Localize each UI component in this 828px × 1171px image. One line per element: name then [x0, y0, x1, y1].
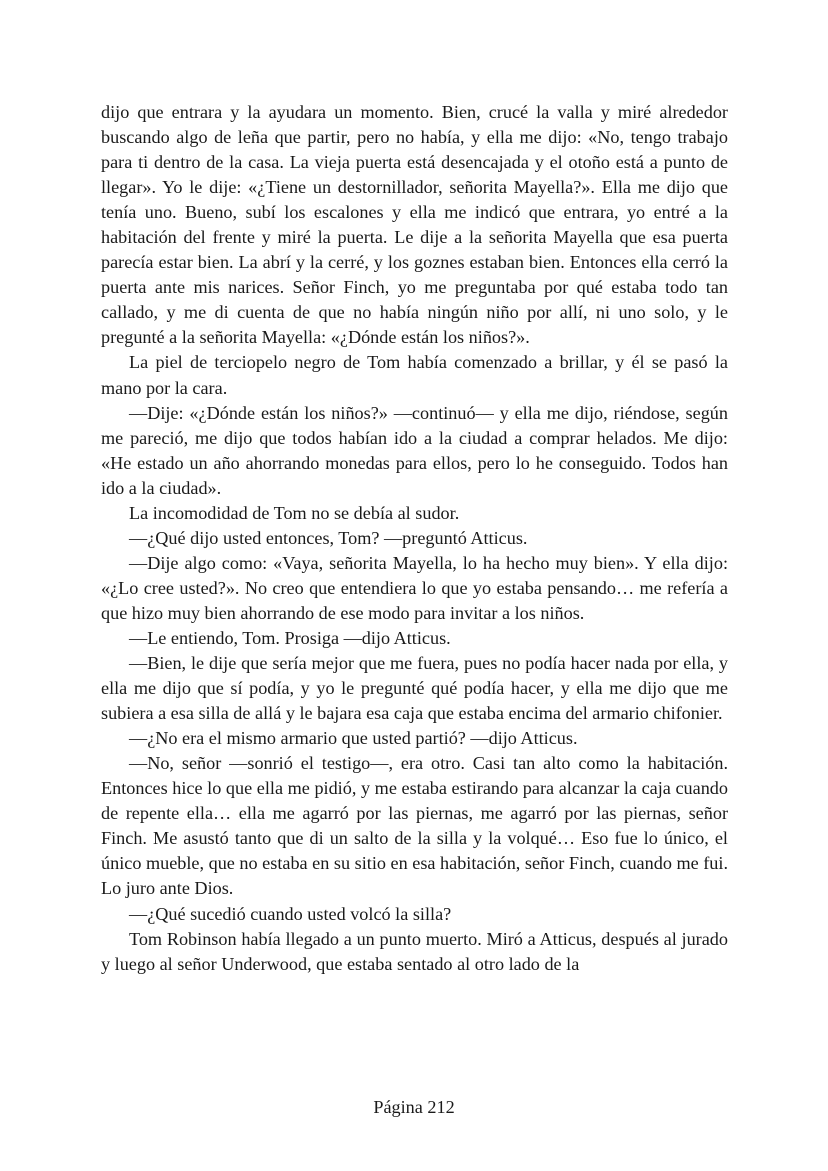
- paragraph: dijo que entrara y la ayudara un momento. Bien, crucé la valla y miré alrededor buscando algo de leña que partir, pero no había, y ella me dijo: «No, tengo trabajo para ti dentro de la casa. La vieja puerta está desencajada y el otoño está a punto de llegar». Yo le dije: «¿Tiene un destornillador, señorita Mayella?». Ella me dijo que tenía uno. Bueno, subí los escalones y ella me indicó que entrara, yo entré a la habitación del frente y miré la puerta. Le dije a la señorita Mayella que esa puerta parecía estar bien. La abrí y la cerré, y los goznes estaban bien. Entonces ella cerró la puerta ante mis narices. Señor Finch, yo me preguntaba por qué estaba todo tan callado, y me di cuenta de que no había ningún niño por allí, ni uno solo, y le pregunté a la señorita Mayella: «¿Dónde están los niños?».: [101, 102, 728, 348]
- paragraph: —No, señor —sonrió el testigo—, era otro. Casi tan alto como la habitación. Entonces hice lo que ella me pidió, y me estaba estirando para alcanzar la caja cuando de repente ella… ella me agarró por las piernas, me agarró por las piernas, señor Finch. Me asustó tanto que di un salto de la silla y la volqué… Eso fue lo único, el único mueble, que no estaba en su sitio en esa habitación, señor Finch, cuando me fui. Lo juro ante Dios.: [101, 753, 728, 899]
- paragraph: —Le entiendo, Tom. Prosiga —dijo Atticus.: [129, 627, 451, 648]
- paragraph: —¿No era el mismo armario que usted partió? —dijo Atticus.: [129, 728, 578, 749]
- page-number: Página 212: [373, 1097, 455, 1117]
- paragraph: —Bien, le dije que sería mejor que me fuera, pues no podía hacer nada por ella, y ella me dijo que sí podía, y yo le pregunté qué podía hacer, y ella me dijo que me subiera a esa silla de allá y le bajara esa caja que estaba encima del armario chifonier.: [101, 653, 728, 724]
- paragraph: Tom Robinson había llegado a un punto muerto. Miró a Atticus, después al jurado y luego al señor Underwood, que estaba sentado al otro lado de la: [101, 928, 728, 974]
- paragraph: —Dije: «¿Dónde están los niños?» —continuó— y ella me dijo, riéndose, según me pareció, me dijo que todos habían ido a la ciudad a comprar helados. Me dijo: «He estado un año ahorrando monedas para ellos, pero lo he conseguido. Todos han ido a la ciudad».: [101, 402, 728, 498]
- paragraph: —¿Qué dijo usted entonces, Tom? —preguntó Atticus.: [129, 527, 528, 548]
- page-body: [101, 100, 728, 977]
- paragraph: La piel de terciopelo negro de Tom había comenzado a brillar, y él se pasó la mano por la cara.: [101, 352, 728, 398]
- paragraph: —Dije algo como: «Vaya, señorita Mayella, lo ha hecho muy bien». Y ella dijo: «¿Lo cree usted?». No creo que entendiera lo que yo estaba pensando… me refería a que hizo muy bien ahorrando de ese modo para invitar a los niños.: [101, 552, 728, 623]
- paragraph: —¿Qué sucedió cuando usted volcó la silla?: [129, 903, 452, 924]
- paragraph: La incomodidad de Tom no se debía al sudor.: [129, 502, 460, 523]
